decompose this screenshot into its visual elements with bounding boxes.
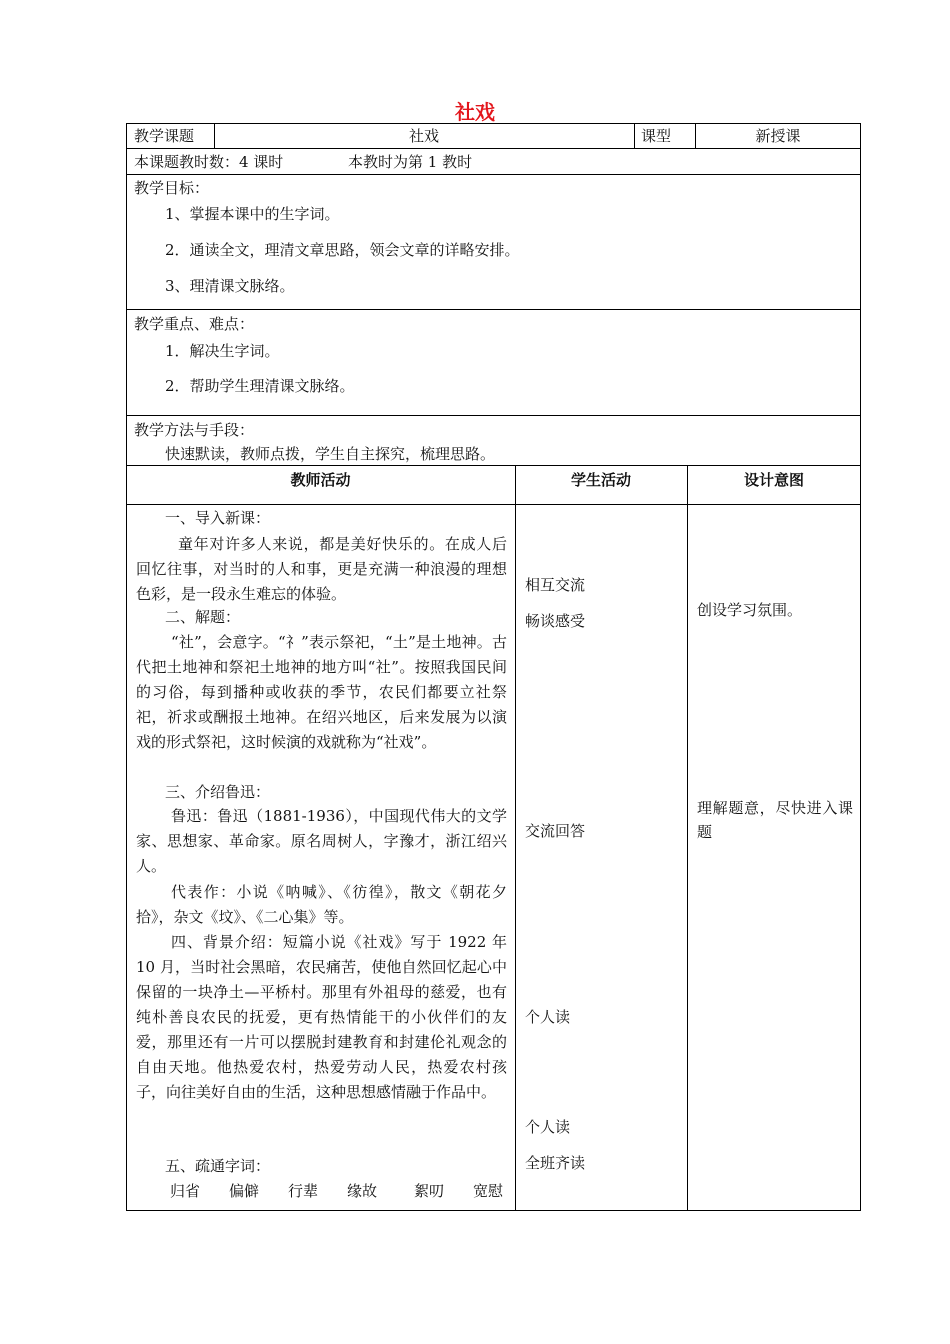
section-text: “社”，会意字。“礻”表示祭祀，“土”是土地神。古代把土地神和祭祀土地神的地方叫“社”。按照我国民间的习俗，每到播种或收获的季节，农民们都要立社祭祀，祈求或酬报土地神。在绍兴地区，后来发展为以演戏的形式祭祀，这时候演的戏就称为“社戏”。 [136, 633, 507, 751]
vocab-word: 行辈 [288, 1182, 319, 1200]
vocab-word: 宽慰 [473, 1182, 504, 1200]
design-intent-header: 设计意图 [743, 471, 804, 489]
type-value: 新授课 [755, 127, 801, 145]
column-divider [634, 123, 635, 148]
row-divider [126, 309, 861, 310]
type-label: 课型 [641, 127, 672, 145]
student-activity: 畅谈感受 [525, 612, 586, 630]
current-hour: 本教时为第 1 教时 [348, 153, 473, 171]
objective-item: 2．通读全文，理清文章思路，领会文章的详略安排。 [165, 241, 520, 259]
methods-text: 快速默读，教师点拨，学生自主探究，梳理思路。 [165, 445, 496, 463]
student-activity: 交流回答 [525, 822, 586, 840]
key-point-item: 2．帮助学生理清课文脉络。 [165, 377, 355, 395]
row-divider [126, 465, 861, 466]
vocab-word: 絮叨 [414, 1182, 445, 1200]
student-activity-header: 学生活动 [570, 471, 631, 489]
student-activity: 相互交流 [525, 576, 586, 594]
section-heading: 一、导入新课： [165, 509, 271, 527]
design-intent: 创设学习氛围。 [697, 601, 803, 619]
row-divider [126, 174, 861, 175]
key-point-item: 1．解决生字词。 [165, 342, 280, 360]
student-activity: 个人读 [525, 1008, 571, 1026]
student-activity: 个人读 [525, 1118, 571, 1136]
section-heading: 三、介绍鲁迅： [165, 783, 271, 801]
objective-item: 3、理清课文脉络。 [165, 277, 295, 295]
methods-label: 教学方法与手段： [134, 421, 255, 439]
teacher-activity-header: 教师活动 [290, 471, 351, 489]
column-divider [687, 465, 688, 1211]
objectives-label: 教学目标： [134, 179, 210, 197]
total-hours: 本课题教时数：4 课时 [134, 153, 284, 171]
design-intent: 理解题意，尽快进入课题 [697, 799, 853, 841]
vocab-word: 偏僻 [229, 1182, 260, 1200]
section-text: 童年对许多人来说，都是美好快乐的。在成人后回忆往事，对当时的人和事，更是充满一种浪漫的理想色彩，是一段永生难忘的体验。 [136, 535, 507, 603]
key-points-label: 教学重点、难点： [134, 315, 255, 333]
section-text: 鲁迅：鲁迅（1881-1936），中国现代伟大的文学家、思想家、革命家。原名周树人，字豫才，浙江绍兴人。 [136, 807, 507, 875]
vocab-word: 归省 [170, 1182, 201, 1200]
topic-value: 社戏 [408, 127, 439, 145]
column-divider [515, 465, 516, 1211]
section-heading: 二、解题： [165, 608, 241, 626]
row-divider [126, 415, 861, 416]
row-divider [126, 148, 861, 149]
section-text: 四、背景介绍：短篇小说《社戏》写于 1922 年 10 月，当时社会黑暗，农民痛苦，使他自然回忆起心中保留的一块净土—平桥村。那里有外祖母的慈爱，也有纯朴善良农民的抚爱，更有热情能干的小伙伴们的友爱，那里还有一片可以摆脱封建教育和封建伦礼观念的自由天地。他热爱农村，热爱劳动人民，热爱农村孩子，向往美好自由的生活，这种思想感情融于作品中。 [136, 933, 507, 1101]
page-title: 社戏 [455, 100, 495, 124]
vocab-word: 缘故 [347, 1182, 378, 1200]
section-text: 代表作：小说《呐喊》、《彷徨》，散文《朝花夕拾》，杂文《坟》、《二心集》等。 [136, 883, 507, 926]
section-heading: 五、疏通字词： [165, 1157, 271, 1175]
topic-label: 教学课题 [134, 127, 195, 145]
objective-item: 1、掌握本课中的生字词。 [165, 205, 340, 223]
row-divider [126, 504, 861, 505]
student-activity: 全班齐读 [525, 1154, 586, 1172]
